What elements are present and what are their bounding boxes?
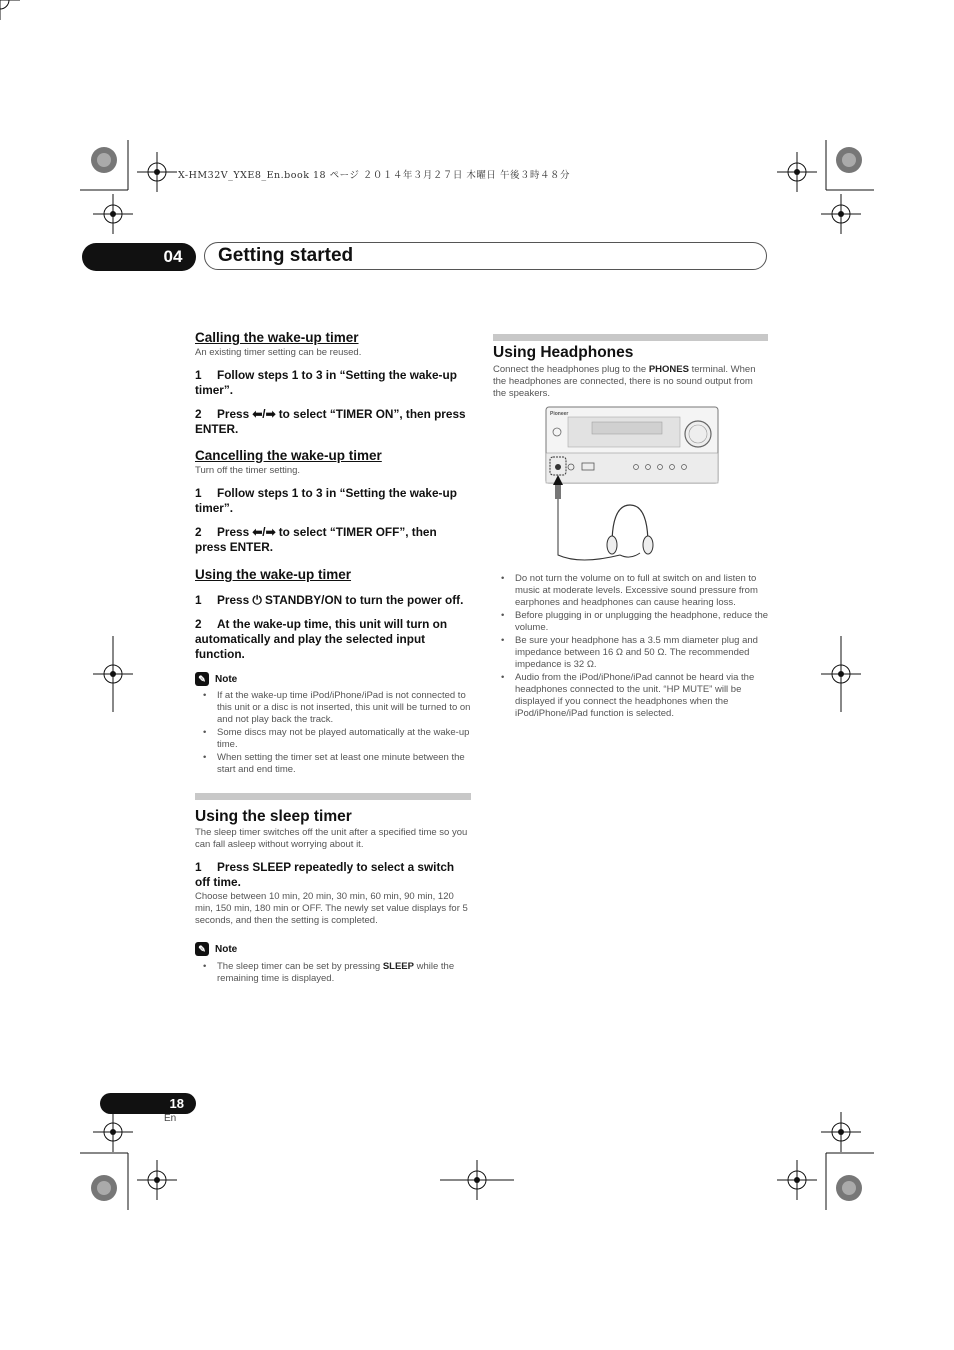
note-item: • When setting the timer set at least one minute between the start and end time. — [195, 752, 471, 776]
heading-calling-timer: Calling the wake-up timer — [195, 330, 359, 345]
headphones-note-list — [493, 573, 768, 720]
sleep-note-list — [195, 961, 471, 985]
note-heading — [195, 672, 471, 686]
calling-intro: An existing timer setting can be reused. — [195, 347, 362, 358]
chapter-title: Getting started — [218, 245, 354, 266]
note-item — [195, 961, 471, 985]
step-number: 1 — [195, 486, 202, 500]
note-label: Note — [215, 673, 238, 685]
headphones-connection-illustration — [540, 405, 720, 570]
step-number: 2 — [195, 407, 202, 421]
calling-step-1 — [195, 368, 471, 398]
right-column — [493, 334, 768, 400]
chapter-number: 04 — [163, 247, 183, 266]
heading-cancelling-timer: Cancelling the wake-up timer — [195, 448, 382, 463]
step-number: 1 — [195, 593, 202, 607]
step-number: 1 — [195, 368, 202, 382]
step-number: 1 — [195, 860, 202, 874]
step-number: 2 — [195, 617, 202, 631]
left-column — [195, 330, 471, 986]
sleep-step-1 — [195, 860, 471, 890]
cancelling-step-2 — [195, 525, 471, 555]
heading-using-timer: Using the wake-up timer — [195, 567, 352, 582]
using-step-2 — [195, 617, 471, 662]
step-text: Follow steps 1 to 3 in “Setting the wake-up timer”. — [195, 486, 457, 515]
note-text: while the remaining time is displayed. — [217, 961, 455, 984]
page-language: En — [164, 1113, 177, 1124]
note-bold-text: SLEEP — [382, 961, 414, 972]
step-number: 2 — [195, 525, 202, 539]
step-text: Press ⬅/➡ to select “TIMER OFF”, then press ENTER. — [195, 525, 437, 554]
section-divider — [493, 334, 768, 341]
intro-text: terminal. When the headphones are connected, there is no sound output from the speakers. — [493, 364, 756, 399]
calling-step-2 — [195, 407, 471, 437]
note-heading — [195, 942, 471, 956]
sleep-detail: Choose between 10 min, 20 min, 30 min, 60 min, 90 min, 120 min, 150 min, 180 min or OFF. The newly set value displays for 5 seconds, and then the setting is completed. — [195, 891, 468, 926]
headphones-intro — [493, 364, 768, 400]
sleep-intro: The sleep timer switches off the unit after a specified time so you can fall asleep without worrying about it. — [195, 827, 468, 850]
note-text: The sleep timer can be set by pressing — [217, 961, 383, 972]
heading-headphones: Using Headphones — [493, 344, 634, 361]
step-text: At the wake-up time, this unit will turn on automatically and play the selected input function. — [195, 617, 448, 661]
cancelling-step-1 — [195, 486, 471, 516]
intro-bold-text: PHONES — [648, 364, 689, 375]
note-item: • If at the wake-up time iPod/iPhone/iPad is not connected to this unit or a disc is not inserted, this unit will be turned to on and not play back the track. — [195, 690, 471, 726]
note-item: • Audio from the iPod/iPhone/iPad cannot be heard via the headphones connected to the unit. “HP MUTE” will be displayed if you connect the headphones when the iPod/iPhone/iPad function is selected. — [493, 672, 768, 720]
step-text: Press ⏻ STANDBY/ON to turn the power off. — [217, 593, 464, 607]
page-number: 18 — [169, 1096, 184, 1111]
note-list — [195, 690, 471, 776]
heading-sleep-timer: Using the sleep timer — [195, 808, 352, 825]
note-item: • Be sure your headphone has a 3.5 mm diameter plug and impedance between 16 Ω and 50 Ω. The recommended impedance is 32 Ω. — [493, 635, 768, 671]
print-header: X-HM32V_YXE8_En.book 18 ページ ２０１４年３月２７日 木曜日 午後３時４８分 — [178, 170, 570, 181]
note-item: • Before plugging in or unplugging the headphone, reduce the volume. — [493, 610, 768, 634]
step-text: Follow steps 1 to 3 in “Setting the wake-up timer”. — [195, 368, 457, 397]
note-pencil-icon: ✎ — [195, 942, 209, 956]
section-divider — [195, 793, 471, 800]
step-text: Press ⬅/➡ to select “TIMER ON”, then press ENTER. — [195, 407, 466, 436]
headphones-notes — [493, 573, 768, 721]
note-pencil-icon: ✎ — [195, 672, 209, 686]
intro-text: Connect the headphones plug to the — [493, 364, 649, 375]
step-text: Press SLEEP repeatedly to select a switch off time. — [195, 860, 455, 889]
using-step-1 — [195, 593, 471, 608]
svg-text:Pioneer: Pioneer — [550, 411, 569, 417]
cancelling-intro: Turn off the timer setting. — [195, 465, 301, 476]
note-item: • Do not turn the volume on to full at switch on and listen to music at moderate levels. Excessive sound pressure from earphones and headphones can cause hearing loss. — [493, 573, 768, 609]
note-label: Note — [215, 943, 238, 955]
note-item: • Some discs may not be played automatically at the wake-up time. — [195, 727, 471, 751]
